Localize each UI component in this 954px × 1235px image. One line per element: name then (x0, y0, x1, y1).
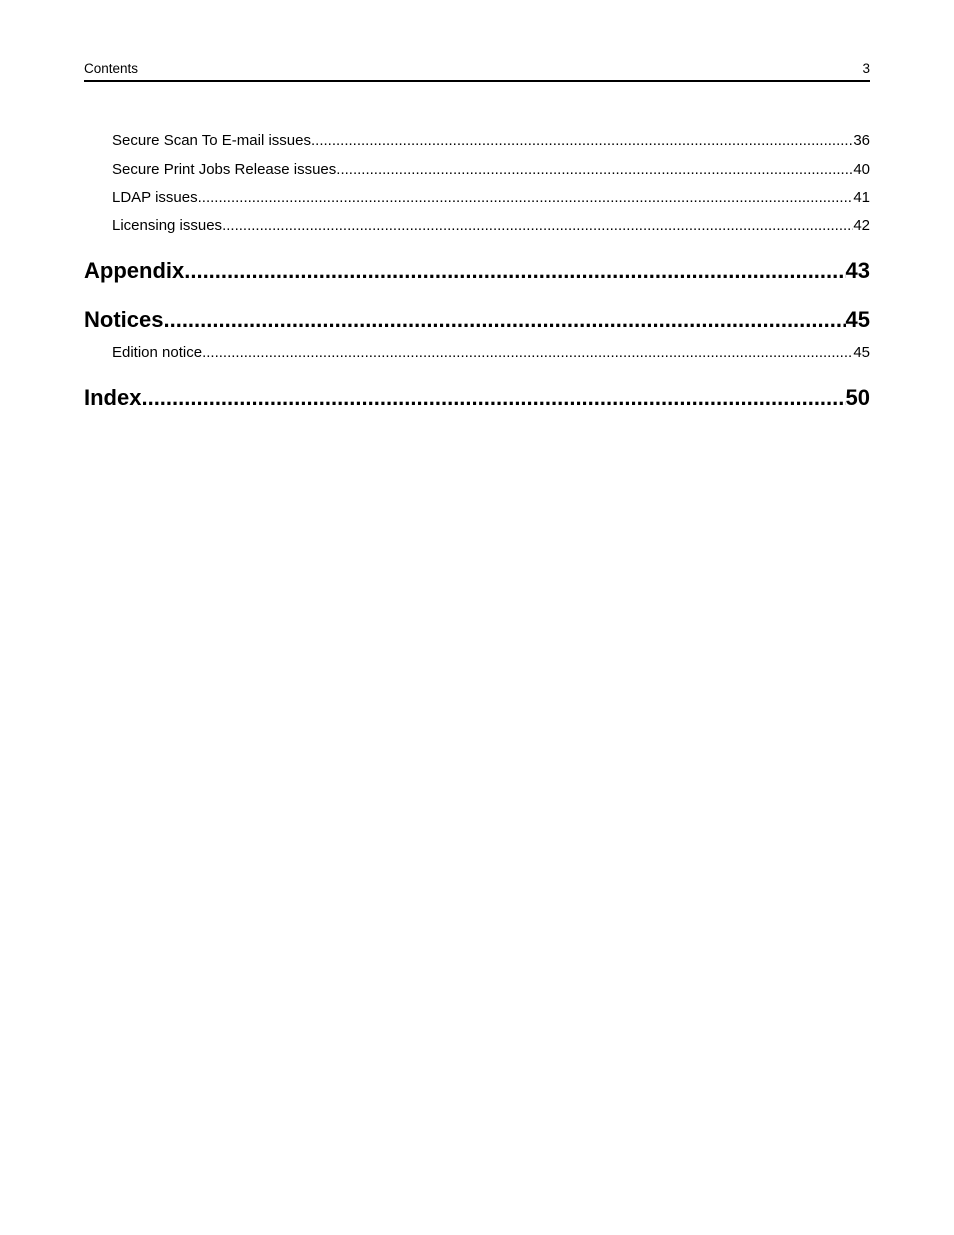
toc-entry-title: Secure Print Jobs Release issues (112, 161, 337, 178)
toc-entry-title: Licensing issues (112, 217, 223, 234)
toc-entry-page: 45 (845, 307, 870, 332)
toc-dot-leader (336, 160, 853, 180)
toc-dot-leader (141, 384, 845, 412)
header-page-number: 3 (862, 61, 870, 76)
toc-dot-leader (222, 216, 853, 236)
toc-entry-index[interactable] (84, 384, 870, 412)
toc-entry-licensing[interactable] (84, 216, 870, 236)
toc-entry-title: LDAP issues (112, 189, 198, 206)
toc-dot-leader (163, 306, 845, 334)
toc-entry-title: Edition notice (112, 344, 203, 361)
toc-dot-leader (184, 257, 845, 285)
toc-entry-notices[interactable] (84, 306, 870, 334)
toc-entry-title: Index (84, 385, 142, 410)
toc-entry-page: 41 (853, 189, 870, 206)
toc-entry-page: 40 (853, 161, 870, 178)
toc-entry-appendix[interactable] (84, 257, 870, 285)
toc-dot-leader (202, 343, 853, 363)
toc-entry-title: Notices (84, 307, 164, 332)
toc-entry-edition-notice[interactable] (84, 343, 870, 363)
toc-entry-page: 43 (845, 258, 870, 283)
toc-entry-title: Secure Scan To E-mail issues (112, 132, 311, 149)
toc-entry-secure-print[interactable] (84, 160, 870, 180)
toc-entry-title: Appendix (84, 258, 185, 283)
page-header (84, 60, 870, 82)
header-section-name: Contents (84, 61, 139, 76)
toc-entry-secure-scan[interactable] (84, 131, 870, 151)
toc-dot-leader (311, 131, 853, 151)
toc-entry-page: 50 (845, 385, 870, 410)
toc-entry-page: 45 (853, 344, 870, 361)
toc-entry-page: 36 (853, 132, 870, 149)
toc-dot-leader (198, 188, 854, 208)
toc-entry-page: 42 (853, 217, 870, 234)
toc-entry-ldap[interactable] (84, 188, 870, 208)
